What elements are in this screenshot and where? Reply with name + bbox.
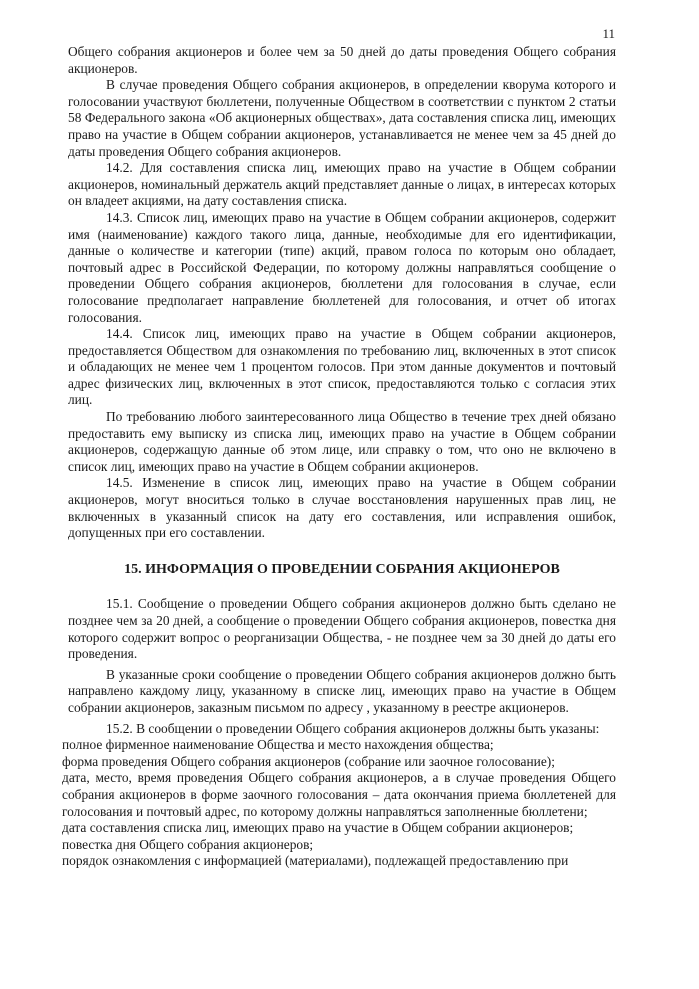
paragraph: 15.2. В сообщении о проведении Общего собрания акционеров должны быть указаны: (106, 720, 600, 736)
paragraph: 15.1. Сообщение о проведении Общего собрания акционеров должно быть сделано не позднее чем за 20 дней, а сообщение о проведении Общего собрания акционеров, повестка дня которого содержит вопрос о реорганизации Общества, - не позднее чем за 30 дней до даты его проведения. (68, 596, 616, 662)
page-number: 11 (602, 26, 615, 41)
section-15 (62, 596, 616, 870)
list-item: порядок ознакомления с информацией (материалами), подлежащей предоставлению при (62, 853, 569, 869)
document-body (62, 44, 616, 870)
paragraph: 14.2. Для составления списка лиц, имеющих право на участие в Общем собрании акционеров, номинальный держатель акций представляет данные о лицах, в интересах которых он владеет акциями, на дату составления списка. (68, 160, 616, 209)
paragraph: По требованию любого заинтересованного лица Общество в течение трех дней обязано предоставить ему выписку из списка лиц, имеющих право на участие в Общем собрании акционеров, содержащую данные об этом лице, или справку о том, что оно не включено в список лиц, имеющих право на участие в Общем собрании акционеров. (68, 409, 616, 474)
paragraph: 14.4. Список лиц, имеющих право на участие в Общем собрании акционеров, предоставляется Обществом для ознакомления по требованию лиц, включенных в этот список и обладающих не менее чем 1 процентом голосов. При этом данные документов и почтовый адрес физических лиц, включенных в этот список, предоставляются только с согласия этих лиц. (68, 326, 616, 408)
paragraph: В указанные сроки сообщение о проведении Общего собрания акционеров должно быть направлено каждому лицу, указанному в списке лиц, имеющих право на участие в Общем собрании акционеров, заказным письмом по адресу , указанному в реестре акционеров. (68, 666, 616, 715)
list-item: полное фирменное наименование Общества и место нахождения общества; (62, 737, 494, 753)
list-item: дата, место, время проведения Общего собрания акционеров, а в случае проведения Общего собрания акционеров в форме заочного голосования – дата окончания приема бюллетеней для голосования и почтовый адрес, по которому должны направляться заполненные бюллетени; (62, 770, 616, 819)
list-item: дата составления списка лиц, имеющих право на участие в Общем собрании акционеров; (62, 820, 574, 836)
paragraph: 14.3. Список лиц, имеющих право на участие в Общем собрании акционеров, содержит имя (наименование) каждого такого лица, данные, необходимые для его идентификации, данные о количестве и категории (типе) акций, правом голоса по которым оно обладает, почтовый адрес в Российской Федерации, по которому должны направляться сообщение о проведении Общего собрания акционеров, бюллетени для голосования в случае, если голосование предполагает направление бюллетеней для голосования, и отчет об итогах голосования. (68, 209, 616, 325)
paragraph: Общего собрания акционеров и более чем за 50 дней до даты проведения Общего собрания акционеров. (68, 44, 616, 76)
paragraph: В случае проведения Общего собрания акционеров, в определении кворума которого и голосовании участвуют бюллетени, полученные Обществом в соответствии с пунктом 2 статьи 58 Федерального закона «Об акционерных обществах», дата составления списка лиц, имеющих право на участие в Общем собрании акционеров, устанавливается не менее чем за 45 дней до даты проведения Общего собрания акционеров. (68, 77, 616, 159)
list-item: форма проведения Общего собрания акционеров (собрание или заочное голосование); (62, 753, 555, 769)
paragraph: 14.5. Изменение в список лиц, имеющих право на участие в Общем собрании акционеров, могут вноситься только в случае восстановления нарушенных прав лиц, не включенных в указанный список на дату его составления, или исправления ошибок, допущенных при его составлении. (68, 475, 616, 541)
list-item: повестка дня Общего собрания акционеров; (62, 836, 314, 852)
section-heading: 15. ИНФОРМАЦИЯ О ПРОВЕДЕНИИ СОБРАНИЯ АКЦИОНЕРОВ (124, 561, 560, 577)
